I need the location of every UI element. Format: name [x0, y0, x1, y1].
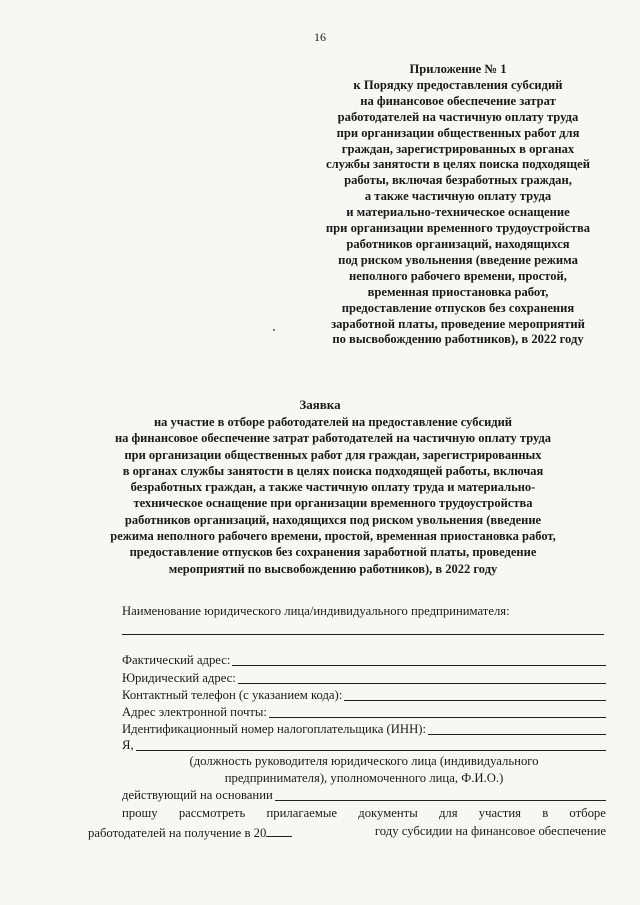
basis-row — [122, 787, 606, 803]
inn-field[interactable] — [428, 734, 606, 735]
subtitle-line: безработных граждан, а также частичную оплату труда и материально- — [130, 480, 536, 495]
subtitle-line: предоставление отпусков без сохранения заработной платы, проведение — [129, 545, 537, 560]
actual-address-field[interactable] — [232, 665, 606, 666]
year-field[interactable] — [266, 824, 292, 837]
appendix-line: а также частичную оплату труда — [364, 189, 552, 204]
appendix-line: временная приостановка работ, — [367, 284, 549, 299]
position-hint-1: (должность руководителя юридического лица (индивидуального — [189, 754, 539, 768]
request-word: прилагаемые — [266, 806, 338, 820]
phone-field[interactable] — [344, 700, 606, 701]
name-row — [122, 737, 606, 753]
scan-speck — [273, 329, 275, 331]
actual-address-row — [122, 652, 606, 668]
phone-row — [122, 687, 606, 703]
subtitle-line: при организации общественных работ для граждан, зарегистрированных — [124, 447, 542, 462]
last-line-after: году субсидии на финансовое обеспечение — [374, 824, 606, 838]
appendix-line: при организации общественных работ для — [336, 125, 580, 140]
appendix-line: граждан, зарегистрированных в органах — [341, 141, 575, 156]
email-field[interactable] — [269, 717, 606, 718]
request-word: документы — [358, 806, 418, 820]
appendix-line: работы, включая безработных граждан, — [344, 173, 572, 188]
request-line — [122, 806, 606, 821]
appendix-line: неполного рабочего времени, простой, — [349, 268, 567, 283]
application-subtitle — [68, 414, 598, 577]
request-line-2 — [88, 824, 606, 841]
subtitle-line: работников организаций, находящихся под риском увольнения (введение — [124, 512, 542, 527]
basis-label: действующий на основании — [122, 788, 273, 802]
subtitle-line: в органах службы занятости в целях поиска подходящей работы, включая — [122, 463, 544, 478]
legal-address-row — [122, 670, 606, 686]
appendix-line: при организации временного трудоустройства — [325, 221, 591, 236]
appendix-line: под риском увольнения (введение режима — [338, 252, 578, 267]
appendix-line: Приложение № 1 — [409, 62, 507, 76]
name-field[interactable] — [136, 750, 606, 751]
subtitle-line: на финансовое обеспечение затрат работодателей на частичную оплату труда — [114, 431, 552, 446]
request-word: участия — [478, 806, 521, 820]
application-title: Заявка — [299, 397, 341, 412]
appendix-line: на финансовое обеспечение затрат — [360, 93, 556, 108]
subtitle-line: режима неполного рабочего времени, простой, временная приостановка работ, — [110, 529, 556, 544]
appendix-line: работников организаций, находящихся — [346, 236, 570, 251]
position-hint-2: предпринимателя), уполномоченного лица, Ф.И.О.) — [224, 771, 504, 785]
phone-label: Контактный телефон (с указанием кода): — [122, 688, 343, 702]
i-label: Я, — [122, 738, 134, 752]
appendix-line: работодателей на частичную оплату труда — [337, 109, 579, 124]
subtitle-line: на участие в отборе работодателей на предоставление субсидий — [153, 415, 512, 429]
actual-address-label: Фактический адрес: — [122, 653, 231, 667]
appendix-line: службы занятости в целях поиска подходящей — [326, 157, 590, 172]
legal-address-label: Юридический адрес: — [122, 671, 236, 685]
subtitle-line: техническое оснащение при организации временного трудоустройства — [133, 496, 533, 511]
entity-name-field[interactable] — [122, 634, 604, 635]
appendix-header — [300, 62, 616, 348]
page-number: 16 — [314, 30, 326, 44]
basis-field[interactable] — [275, 800, 606, 801]
request-word: прошу — [122, 806, 158, 820]
appendix-line: к Порядку предоставления субсидий — [353, 77, 563, 92]
appendix-line: заработной платы, проведение мероприятий — [331, 316, 585, 331]
appendix-line: и материально-техническое оснащение — [346, 205, 570, 220]
subtitle-line: мероприятий по высвобождению работников), в 2022 году — [168, 561, 498, 576]
inn-label: Идентификационный номер налогоплательщика (ИНН): — [122, 722, 426, 736]
email-row — [122, 704, 606, 720]
appendix-line: по высвобождению работников), в 2022 году — [332, 332, 584, 347]
email-label: Адрес электронной почты: — [122, 705, 267, 719]
request-word: для — [438, 806, 458, 820]
last-line-before: работодателей на получение в 20 — [88, 826, 267, 840]
request-word: в — [542, 806, 549, 820]
legal-address-field[interactable] — [238, 683, 606, 684]
request-word: рассмотреть — [178, 806, 246, 820]
entity-name-label: Наименование юридического лица/индивидуального предпринимателя: — [122, 604, 510, 618]
request-word: отборе — [569, 806, 606, 820]
inn-row — [122, 721, 606, 737]
appendix-line: предоставление отпусков без сохранения — [341, 300, 575, 315]
